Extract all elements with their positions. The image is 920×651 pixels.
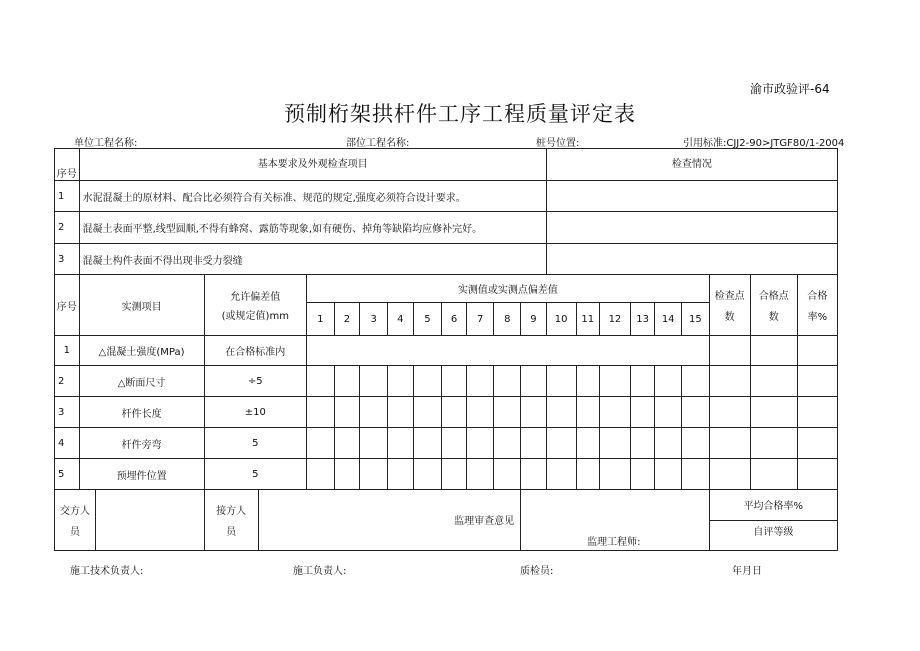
measured-value-cell[interactable] <box>387 428 413 459</box>
basic-seq-header: 序号 <box>55 149 80 181</box>
measure-seq: 1 <box>55 336 80 366</box>
measured-value-cell[interactable] <box>442 459 467 490</box>
measured-value-cell[interactable] <box>307 459 335 490</box>
point-number: 6 <box>442 303 467 336</box>
receiver-label-line2: 员 <box>226 527 237 538</box>
check-status-header: 检查情况 <box>546 149 837 181</box>
measured-value-cell[interactable] <box>360 366 388 397</box>
pass-points-line1: 合格点 <box>758 291 789 302</box>
pass-points-cell[interactable] <box>750 336 797 366</box>
point-number: 11 <box>576 303 600 336</box>
measured-value-cell[interactable] <box>655 366 682 397</box>
measured-value-cell[interactable] <box>630 459 655 490</box>
basic-requirement-text: 混凝土表面平整,线型圆顺,不得有蜂窝、露筋等现象,如有硬伤、掉角等缺陷均应修补完好。 <box>79 212 546 244</box>
basic-requirements-header: 基本要求及外观检查项目 <box>79 149 546 181</box>
measure-tolerance: ÷5 <box>204 366 306 397</box>
measure-tolerance: 在合格标准内 <box>204 336 306 366</box>
measured-values-header: 实测值或实测点偏差值 <box>307 275 710 303</box>
tech-lead-label: 施工技术负责人: <box>70 566 144 577</box>
check-points-cell[interactable] <box>709 397 750 428</box>
check-status-cell[interactable] <box>546 181 837 212</box>
measured-value-cell[interactable] <box>334 459 360 490</box>
unit-project-label: 单位工程名称: <box>74 138 138 149</box>
basic-seq: 3 <box>55 244 80 275</box>
basic-seq: 2 <box>55 212 80 244</box>
measured-value-cell[interactable] <box>630 428 655 459</box>
measured-value-cell[interactable] <box>521 397 547 428</box>
measured-value-cell[interactable] <box>600 397 631 428</box>
point-number: 9 <box>521 303 547 336</box>
pass-rate-cell[interactable] <box>797 459 837 490</box>
point-number: 5 <box>413 303 442 336</box>
measured-value-cell[interactable] <box>576 397 600 428</box>
point-number: 4 <box>387 303 413 336</box>
check-points-cell[interactable] <box>709 366 750 397</box>
pass-points-cell[interactable] <box>750 397 797 428</box>
receiver-block <box>204 490 521 551</box>
check-points-cell[interactable] <box>709 428 750 459</box>
point-number: 1 <box>307 303 335 336</box>
measured-value-cell[interactable] <box>546 366 576 397</box>
check-points-line1: 检查点 <box>714 291 745 302</box>
measured-value-cell[interactable] <box>576 428 600 459</box>
receiver-label <box>205 490 259 550</box>
measure-tolerance: ±10 <box>204 397 306 428</box>
measure-seq: 2 <box>55 366 80 397</box>
handover-signature[interactable] <box>96 490 203 550</box>
measured-value-cell[interactable] <box>494 366 521 397</box>
measured-value-cell[interactable] <box>387 366 413 397</box>
measured-value-cell[interactable] <box>521 366 547 397</box>
supervision-opinion-label: 监理审查意见 <box>454 516 515 527</box>
pass-points-line2: 数 <box>768 312 779 323</box>
tolerance-header <box>204 275 306 336</box>
measure-seq: 5 <box>55 459 80 490</box>
measured-value-cell[interactable] <box>360 428 388 459</box>
measure-tolerance: 5 <box>204 459 306 490</box>
measured-value-cell[interactable] <box>466 397 494 428</box>
measured-value-cell[interactable] <box>521 459 547 490</box>
measure-item: △断面尺寸 <box>79 366 204 397</box>
quality-evaluation-table <box>54 148 838 551</box>
receiver-label-line1: 接方人 <box>216 506 247 517</box>
measured-value-cell[interactable] <box>360 459 388 490</box>
handover-label <box>55 490 96 550</box>
measured-value-cell[interactable] <box>682 366 710 397</box>
measured-value-cell[interactable] <box>413 366 442 397</box>
sub-project-label: 部位工程名称: <box>346 138 410 149</box>
pass-rate-cell[interactable] <box>797 397 837 428</box>
pass-points-cell[interactable] <box>750 428 797 459</box>
measured-value-cell[interactable] <box>413 397 442 428</box>
tolerance-header-line1: 允许偏差值 <box>230 292 281 303</box>
measured-value-cell[interactable] <box>387 397 413 428</box>
point-number: 10 <box>546 303 576 336</box>
pass-points-cell[interactable] <box>750 459 797 490</box>
measured-value-cell[interactable] <box>546 397 576 428</box>
measured-value-cell[interactable] <box>655 397 682 428</box>
pass-rate-cell[interactable] <box>797 366 837 397</box>
measured-value-cell[interactable] <box>494 428 521 459</box>
measured-value-cell[interactable] <box>413 459 442 490</box>
pass-rate-line2: 率% <box>807 312 828 323</box>
measured-value-cell[interactable] <box>600 366 631 397</box>
measured-value-cell[interactable] <box>630 366 655 397</box>
measured-value-cell[interactable] <box>630 397 655 428</box>
measured-value-cell[interactable] <box>494 459 521 490</box>
handover-label-line2: 员 <box>70 527 80 538</box>
point-number: 13 <box>630 303 655 336</box>
inspector-label: 质检员: <box>520 566 554 577</box>
page-title: 预制桁架拱杆件工序工程质量评定表 <box>284 102 636 126</box>
measure-seq-header: 序号 <box>55 275 80 336</box>
receiver-signature[interactable] <box>259 490 521 550</box>
measure-item: 杆件长度 <box>79 397 204 428</box>
measured-value-cell[interactable] <box>442 397 467 428</box>
reference-standard: 引用标准:CJJ2-90>JTGF80/1-2004 <box>683 138 845 149</box>
measure-item: 杆件旁弯 <box>79 428 204 459</box>
tolerance-header-line2: (或规定值)mm <box>221 311 289 322</box>
basic-seq: 1 <box>55 181 80 212</box>
measured-value-cell[interactable] <box>307 428 335 459</box>
pass-points-cell[interactable] <box>750 366 797 397</box>
measured-value-cell[interactable] <box>307 366 335 397</box>
point-number: 15 <box>682 303 710 336</box>
construction-lead-label: 施工负责人: <box>293 566 347 577</box>
measure-item: △混凝土强度(MPa) <box>79 336 204 366</box>
measured-value-cell[interactable] <box>413 428 442 459</box>
handover-label-line1: 交方人 <box>60 506 90 517</box>
handover-block <box>55 490 205 551</box>
pass-rate-line1: 合格 <box>807 291 828 302</box>
measured-value-cell[interactable] <box>576 366 600 397</box>
point-number: 12 <box>600 303 631 336</box>
basic-requirement-text: 水泥混凝土的原材料、配合比必须符合有关标准、规范的规定,强度必须符合设计要求。 <box>79 181 546 212</box>
pass-rate-cell[interactable] <box>797 428 837 459</box>
measure-item-header: 实测项目 <box>79 275 204 336</box>
measured-value-cell[interactable] <box>387 459 413 490</box>
supervision-opinion-cell[interactable] <box>521 490 710 551</box>
measure-seq: 4 <box>55 428 80 459</box>
measured-value-cell[interactable] <box>655 428 682 459</box>
point-number: 7 <box>466 303 494 336</box>
measured-value-cell[interactable] <box>307 336 710 366</box>
measured-value-cell[interactable] <box>521 428 547 459</box>
point-number: 14 <box>655 303 682 336</box>
basic-requirement-text: 混凝土构件表面不得出现非受力裂缝 <box>79 244 546 275</box>
point-number: 8 <box>494 303 521 336</box>
measured-value-cell[interactable] <box>546 428 576 459</box>
measured-value-cell[interactable] <box>494 397 521 428</box>
measured-value-cell[interactable] <box>442 366 467 397</box>
point-number: 2 <box>334 303 360 336</box>
check-points-header <box>709 275 750 336</box>
measured-value-cell[interactable] <box>442 428 467 459</box>
measured-value-cell[interactable] <box>576 459 600 490</box>
avg-pass-rate-label: 平均合格率% <box>709 490 837 521</box>
measured-value-cell[interactable] <box>307 397 335 428</box>
supervisor-label: 监理工程师: <box>587 537 641 548</box>
measured-value-cell[interactable] <box>334 428 360 459</box>
pass-rate-header <box>797 275 837 336</box>
measured-value-cell[interactable] <box>466 428 494 459</box>
station-label: 桩号位置: <box>536 138 580 149</box>
measured-value-cell[interactable] <box>360 397 388 428</box>
measured-value-cell[interactable] <box>466 459 494 490</box>
measured-value-cell[interactable] <box>655 459 682 490</box>
measured-value-cell[interactable] <box>600 428 631 459</box>
check-status-cell[interactable] <box>546 212 837 244</box>
pass-points-header <box>750 275 797 336</box>
measured-value-cell[interactable] <box>334 366 360 397</box>
check-status-cell[interactable] <box>546 244 837 275</box>
check-points-cell[interactable] <box>709 336 750 366</box>
measure-seq: 3 <box>55 397 80 428</box>
measured-value-cell[interactable] <box>466 366 494 397</box>
document-code: 渝市政验评-64 <box>750 82 830 96</box>
measured-value-cell[interactable] <box>600 459 631 490</box>
measured-value-cell[interactable] <box>682 428 710 459</box>
self-grade-label: 自评等级 <box>709 520 837 551</box>
date-label: 年月日 <box>732 566 762 577</box>
check-points-cell[interactable] <box>709 459 750 490</box>
measure-tolerance: 5 <box>204 428 306 459</box>
measured-value-cell[interactable] <box>682 397 710 428</box>
check-points-line2: 数 <box>724 312 735 323</box>
pass-rate-cell[interactable] <box>797 336 837 366</box>
point-number: 3 <box>360 303 388 336</box>
measured-value-cell[interactable] <box>334 397 360 428</box>
measured-value-cell[interactable] <box>682 459 710 490</box>
measure-item: 预埋件位置 <box>79 459 204 490</box>
measured-value-cell[interactable] <box>546 459 576 490</box>
